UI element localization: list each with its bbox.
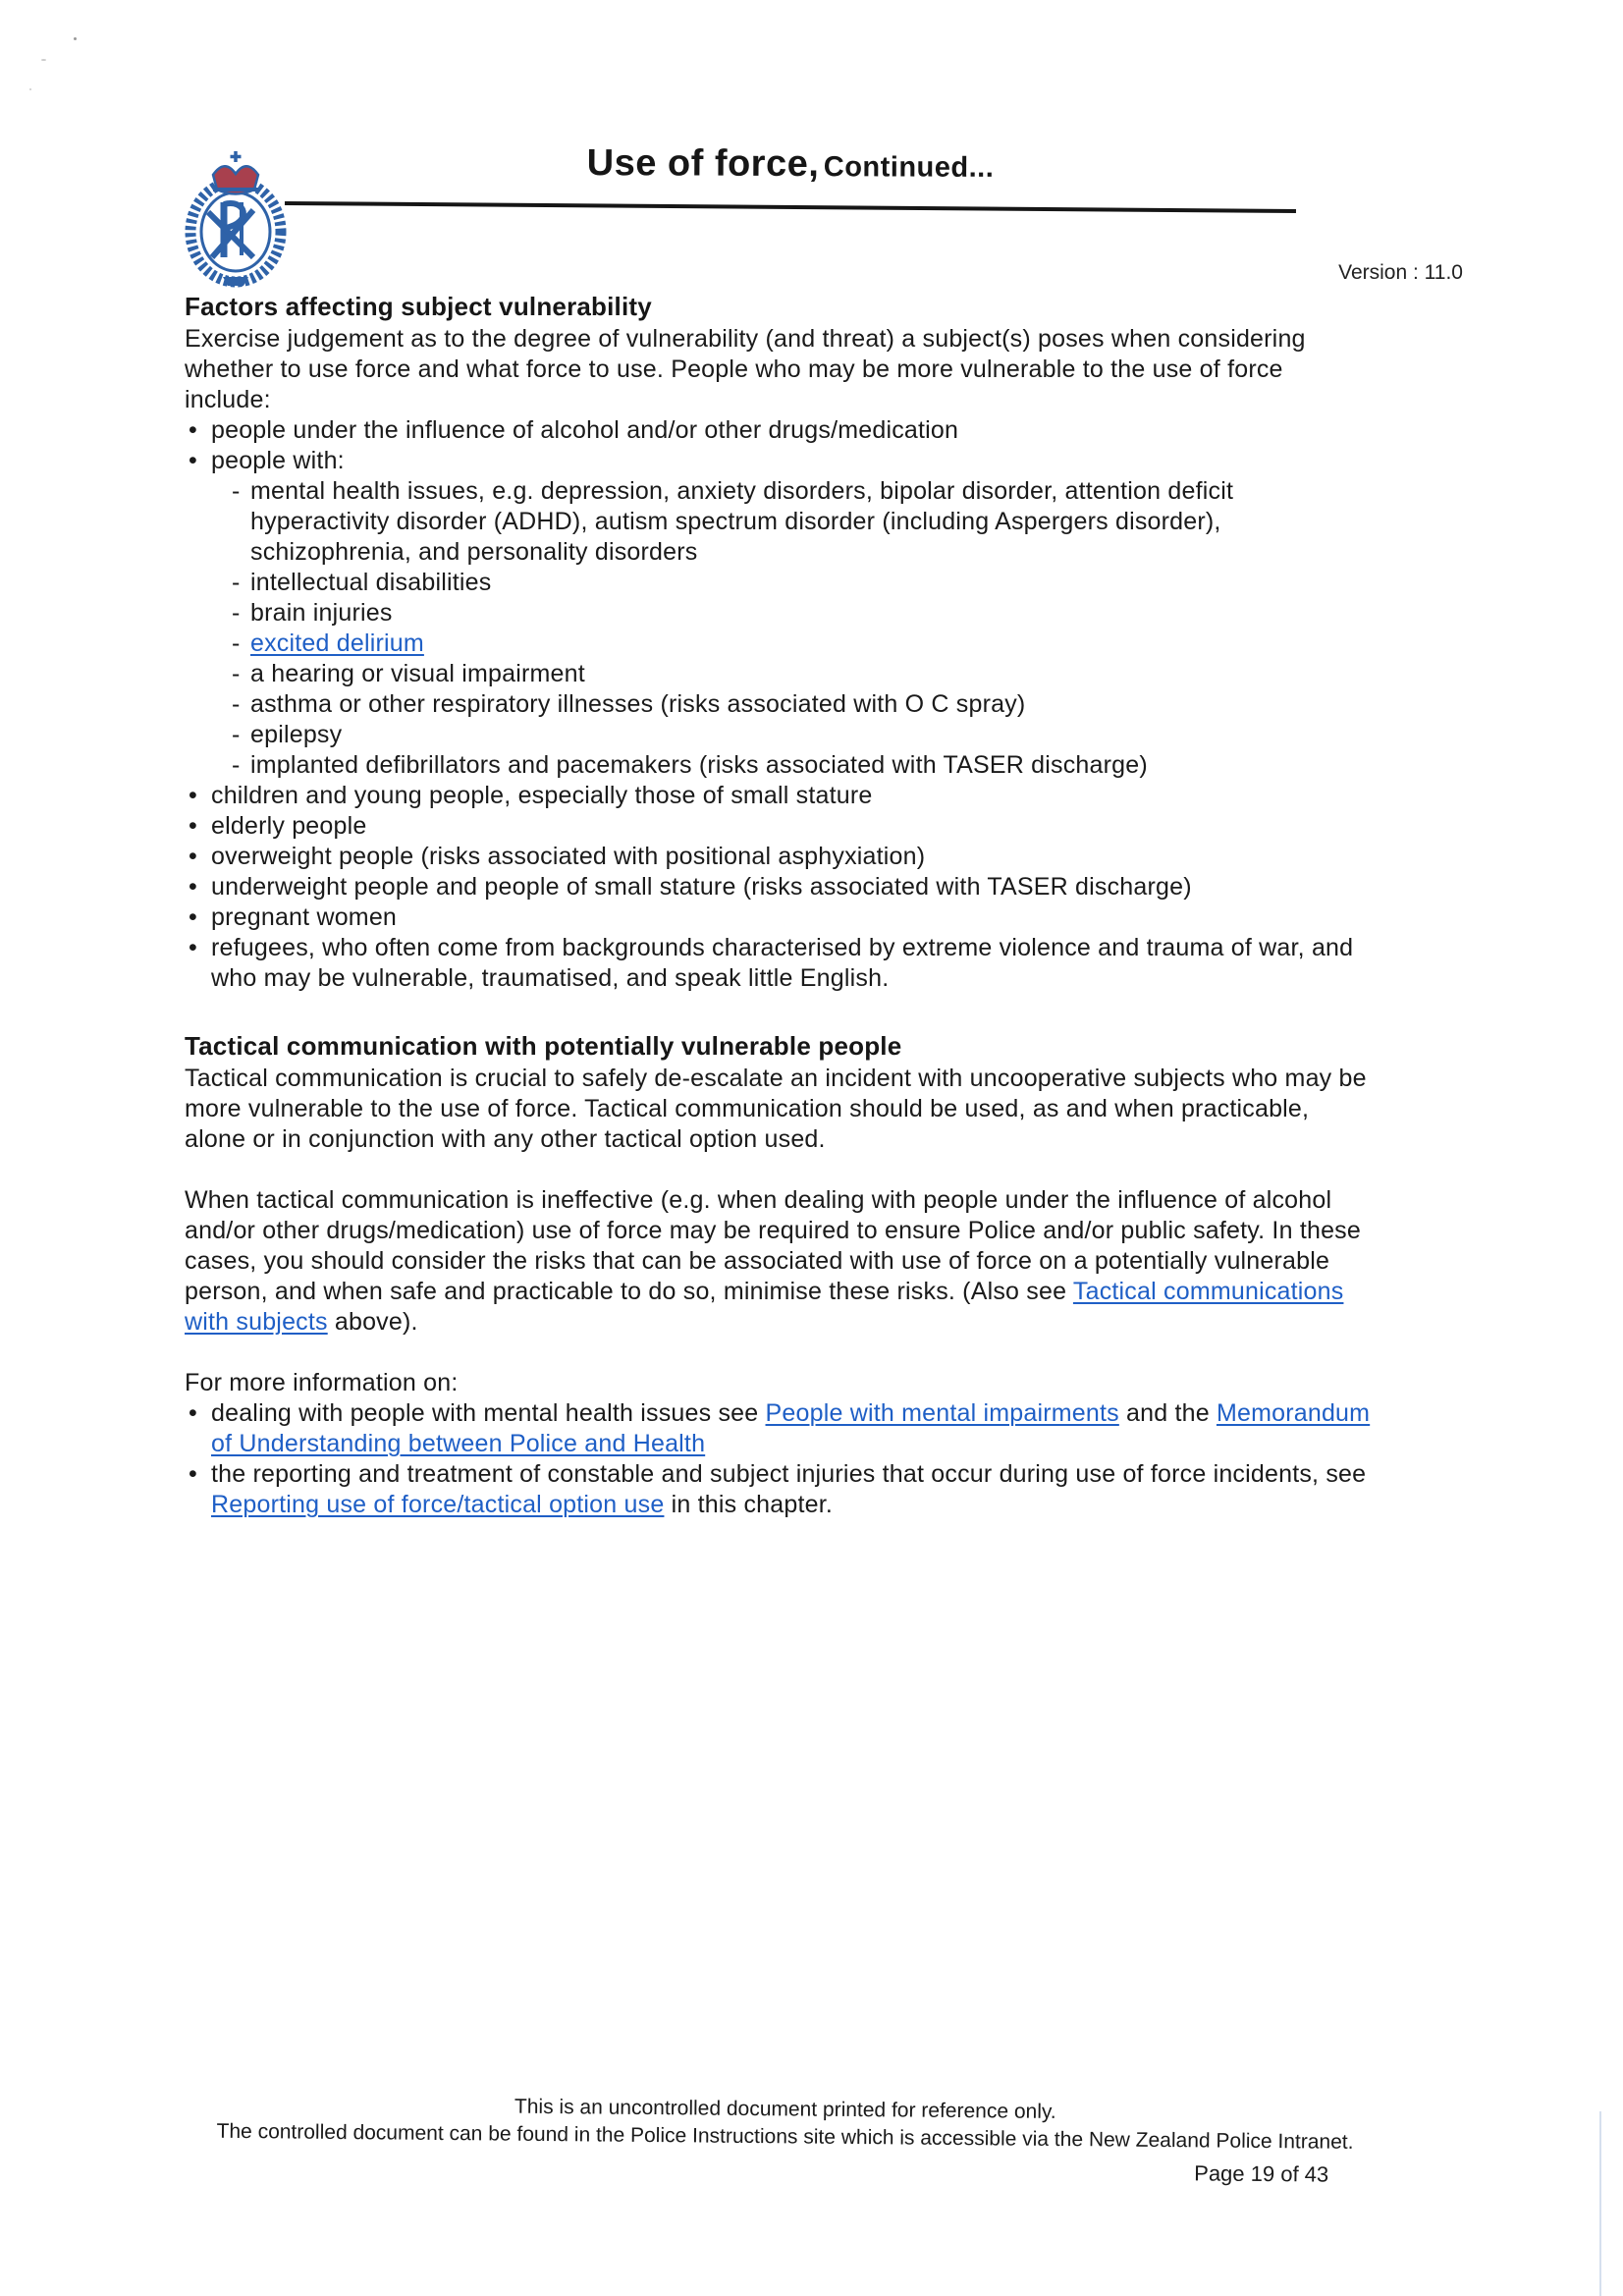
list-item bbox=[185, 842, 1375, 872]
paragraph bbox=[185, 1368, 1375, 1398]
text-run: Tactical communication is crucial to safely de-escalate an incident with uncooperative subjects who may be more vulnerable to the use of force. Tactical communication should be used, as and when practicable, alone or in conjunction with any other tactical option used. bbox=[185, 1065, 1367, 1153]
list-item-text bbox=[250, 659, 1375, 689]
page-number: Page 19 of 43 bbox=[1194, 2160, 1329, 2187]
nz-police-crest-logo bbox=[180, 145, 292, 289]
page-title-continued: Continued... bbox=[823, 151, 995, 184]
list-item-text bbox=[211, 842, 1375, 872]
paragraph bbox=[185, 1064, 1375, 1155]
list-item-text bbox=[250, 720, 1375, 750]
list-item-text bbox=[250, 750, 1375, 781]
page-title bbox=[285, 141, 1296, 188]
text-run: implanted defibrillators and pacemakers (risks associated with TASER discharge) bbox=[250, 751, 1148, 779]
list-item-text bbox=[250, 598, 1375, 629]
bullet-marker: • bbox=[189, 782, 197, 809]
text-run: the reporting and treatment of constable and subject injuries that occur during use of force incidents, see bbox=[211, 1460, 1367, 1488]
text-run: asthma or other respiratory illnesses (risks associated with O C spray) bbox=[250, 690, 1026, 718]
list-item bbox=[232, 689, 1375, 720]
dash-marker: - bbox=[232, 629, 241, 657]
dash-marker: - bbox=[232, 721, 241, 748]
dash-marker: - bbox=[232, 751, 241, 779]
bullet-marker: • bbox=[189, 934, 197, 961]
list-item-text bbox=[211, 872, 1375, 902]
text-run: refugees, who often come from backgrounds characterised by extreme violence and trauma of war, and who may be vulnerable, traumatised, and speak little English. bbox=[211, 934, 1354, 992]
bullet-marker: • bbox=[189, 812, 197, 840]
scan-speck bbox=[41, 59, 46, 61]
text-run: elderly people bbox=[211, 812, 367, 840]
list-item bbox=[232, 598, 1375, 629]
text-run: overweight people (risks associated with positional asphyxiation) bbox=[211, 843, 926, 870]
scan-speck bbox=[74, 37, 77, 40]
tactical-communications-with-subjects-link[interactable]: Tactical communications with subjects bbox=[185, 1278, 1344, 1336]
list-item bbox=[185, 446, 1375, 781]
text-run: and the bbox=[1118, 1399, 1217, 1427]
section-heading: Factors affecting subject vulnerability bbox=[185, 292, 652, 321]
list-item bbox=[185, 902, 1375, 933]
text-run: brain injuries bbox=[250, 599, 393, 627]
bullet-marker: • bbox=[189, 873, 197, 901]
text-run: people with: bbox=[211, 447, 345, 474]
text-run: above). bbox=[327, 1308, 418, 1336]
document-body bbox=[185, 291, 1375, 1520]
list-item bbox=[232, 568, 1375, 598]
dash-marker: - bbox=[232, 660, 241, 687]
text-run: pregnant women bbox=[211, 903, 398, 931]
list-item bbox=[185, 811, 1375, 842]
scan-speck bbox=[29, 88, 31, 90]
reporting-use-of-force-link[interactable]: Reporting use of force/tactical option use bbox=[211, 1491, 665, 1518]
text-run: mental health issues, e.g. depression, anxiety disorders, bipolar disorder, attention deficit hyperactivity disorder (ADHD), autism spectrum disorder (including Aspergers disorder), schizophrenia, and personality disorders bbox=[250, 477, 1234, 566]
list-item-text bbox=[250, 476, 1375, 568]
text-run: epilepsy bbox=[250, 721, 343, 748]
text-run: intellectual disabilities bbox=[250, 569, 492, 596]
page-title-main: Use of force, bbox=[586, 142, 820, 186]
bullet-list bbox=[185, 415, 1375, 994]
bullet-marker: • bbox=[189, 843, 197, 870]
dash-marker: - bbox=[232, 477, 241, 505]
header-underline bbox=[285, 201, 1296, 213]
list-item bbox=[232, 629, 1375, 659]
list-item bbox=[185, 781, 1375, 811]
text-run: underweight people and people of small stature (risks associated with TASER discharge) bbox=[211, 873, 1192, 901]
bullet-marker: • bbox=[189, 447, 197, 474]
list-item bbox=[185, 415, 1375, 446]
list-item bbox=[232, 750, 1375, 781]
footer-disclaimer-line1: This is an uncontrolled document printed for reference only. bbox=[514, 2095, 1056, 2123]
list-item-text bbox=[211, 811, 1375, 842]
version-label: Version : 11.0 bbox=[1338, 261, 1463, 284]
list-item-text bbox=[211, 902, 1375, 933]
dash-marker: - bbox=[232, 690, 241, 718]
scan-edge-artifact bbox=[1599, 2111, 1601, 2296]
bullet-marker: • bbox=[189, 416, 197, 444]
people-with-mental-impairments-link[interactable]: People with mental impairments bbox=[765, 1399, 1119, 1427]
dash-marker: - bbox=[232, 599, 241, 627]
text-run: dealing with people with mental health issues see bbox=[211, 1399, 766, 1427]
paragraph bbox=[185, 324, 1375, 415]
list-item-text bbox=[211, 933, 1375, 994]
bullet-marker: • bbox=[189, 1399, 197, 1427]
bullet-marker: • bbox=[189, 1460, 197, 1488]
text-run: children and young people, especially those of small stature bbox=[211, 782, 873, 809]
text-run: in this chapter. bbox=[664, 1491, 834, 1518]
list-item bbox=[185, 933, 1375, 994]
crest-crown bbox=[213, 151, 258, 194]
list-item bbox=[232, 659, 1375, 689]
text-run: a hearing or visual impairment bbox=[250, 660, 585, 687]
list-item-text bbox=[211, 781, 1375, 811]
paragraph bbox=[185, 1185, 1375, 1338]
list-item-text bbox=[250, 568, 1375, 598]
list-item bbox=[185, 1398, 1375, 1459]
list-item bbox=[185, 872, 1375, 902]
dash-list bbox=[232, 476, 1375, 781]
bullet-list bbox=[185, 1398, 1375, 1520]
dash-marker: - bbox=[232, 569, 241, 596]
list-item-text bbox=[211, 1459, 1375, 1520]
text-run: When tactical communication is ineffective (e.g. when dealing with people under the influence of alcohol and/or other drugs/medication) use of force may be required to ensure Police and/or public safety. In these cases, you should consider the risks that can be associated with use of force on a potentially vulnerable person, and when safe and practicable to do so, minimise these risks. (Also see bbox=[185, 1186, 1361, 1305]
excited-delirium-link[interactable]: excited delirium bbox=[250, 629, 424, 657]
list-item bbox=[232, 476, 1375, 568]
list-item bbox=[185, 1459, 1375, 1520]
list-item-text bbox=[211, 415, 1375, 446]
text-run: For more information on: bbox=[185, 1369, 459, 1396]
memorandum-of-understanding-link[interactable]: Memorandum of Understanding between Police and Health bbox=[211, 1399, 1371, 1457]
section-heading: Tactical communication with potentially vulnerable people bbox=[185, 1031, 902, 1061]
list-item-text bbox=[211, 1398, 1375, 1459]
text-run: Exercise judgement as to the degree of vulnerability (and threat) a subject(s) poses when considering whether to use force and what force to use. People who may be more vulnerable to the use of force include: bbox=[185, 325, 1306, 413]
page-footer bbox=[0, 2089, 1571, 2187]
bullet-marker: • bbox=[189, 903, 197, 931]
list-item-text bbox=[250, 629, 1375, 659]
footer-disclaimer-line2: The controlled document can be found in the Police Instructions site which is accessible via the New Zealand Police Intranet. bbox=[216, 2119, 1354, 2154]
list-item bbox=[232, 720, 1375, 750]
text-run: people under the influence of alcohol and/or other drugs/medication bbox=[211, 416, 959, 444]
list-item-text bbox=[250, 689, 1375, 720]
list-item-text bbox=[211, 446, 1375, 476]
